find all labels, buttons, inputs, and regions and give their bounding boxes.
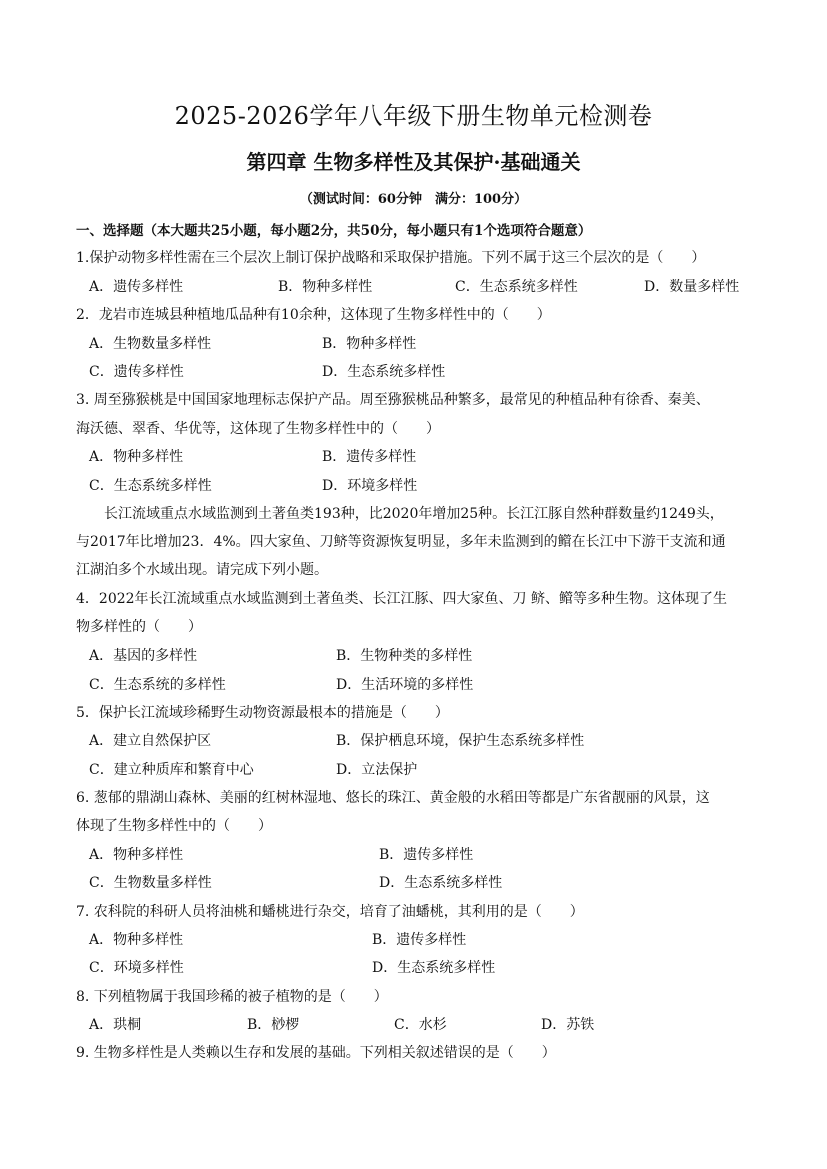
question-3-option-b: B．遗传多样性	[322, 449, 417, 465]
question-5-option-b: B．保护栖息环境，保护生态系统多样性	[336, 733, 585, 749]
question-4-option-d: D．生活环境的多样性	[336, 677, 474, 693]
question-4-stem-line-2: 物多样性的（ ）	[76, 619, 202, 635]
question-1-option-d: D．数量多样性	[644, 279, 740, 295]
question-2-option-a: A．生物数量多样性	[89, 336, 212, 352]
exam-info: （测试时间：60分钟 满分：100分）	[299, 192, 528, 207]
question-6-option-a: A．物种多样性	[89, 847, 184, 863]
question-2-stem: 2．龙岩市连城县种植地瓜品种有10余种，这体现了生物多样性中的（ ）	[76, 307, 551, 323]
question-7-option-d: D．生态系统多样性	[372, 960, 496, 976]
passage-line-2: 与2017年比增加23．4%。四大家鱼、刀鲚等资源恢复明显，多年未监测到的鳤在长江中下游干支流和通	[76, 534, 726, 550]
passage-line-1: 长江流域重点水域监测到土著鱼类193种，比2020年增加25种。长江江豚自然种群数量约1249头，	[104, 506, 724, 522]
question-8-option-d: D．苏铁	[541, 1017, 595, 1033]
question-3-stem-line-1: 3. 周至猕猴桃是中国国家地理标志保护产品。周至猕猴桃品种繁多，最常见的种植品种有徐香、秦美、	[76, 392, 710, 408]
question-5-stem: 5．保护长江流域珍稀野生动物资源最根本的措施是（ ）	[76, 705, 449, 721]
question-6-stem-line-1: 6. 葱郁的鼎湖山森林、美丽的红树林湿地、悠长的珠江、黄金般的水稻田等都是广东省靓丽的风景，这	[76, 790, 710, 806]
question-6-option-d: D．生态系统多样性	[379, 875, 503, 891]
question-8-option-b: B．桫椤	[247, 1017, 300, 1033]
question-2-option-d: D．生态系统多样性	[322, 364, 446, 380]
question-9-stem: 9. 生物多样性是人类赖以生存和发展的基础。下列相关叙述错误的是（ ）	[76, 1045, 556, 1061]
question-2-option-c: C．遗传多样性	[89, 364, 184, 380]
question-6-option-c: C．生物数量多样性	[89, 875, 212, 891]
question-3-option-c: C．生态系统多样性	[89, 478, 212, 494]
question-1-option-b: B．物种多样性	[278, 279, 373, 295]
exam-title: 2025-2026学年八年级下册生物单元检测卷	[174, 102, 653, 130]
question-1-option-c: C．生态系统多样性	[455, 279, 578, 295]
question-8-stem: 8. 下列植物属于我国珍稀的被子植物的是（ ）	[76, 989, 388, 1005]
question-1-option-a: A．遗传多样性	[89, 279, 184, 295]
question-5-option-a: A．建立自然保护区	[89, 733, 212, 749]
question-7-option-a: A．物种多样性	[89, 932, 184, 948]
question-4-option-c: C．生态系统的多样性	[89, 677, 226, 693]
passage-line-3: 江湖泊多个水域出现。请完成下列小题。	[76, 562, 328, 578]
question-7-stem: 7. 农科院的科研人员将油桃和蟠桃进行杂交，培育了油蟠桃，其利用的是（ ）	[76, 904, 584, 920]
question-8-option-a: A．珙桐	[89, 1017, 142, 1033]
question-1-stem: 1.保护动物多样性需在三个层次上制订保护战略和采取保护措施。下列不属于这三个层次的是（ ）	[76, 250, 706, 266]
question-3-stem-line-2: 海沃德、翠香、华优等，这体现了生物多样性中的（ ）	[76, 421, 440, 437]
question-3-option-d: D．环境多样性	[322, 478, 418, 494]
question-4-option-b: B．生物种类的多样性	[336, 648, 473, 664]
question-5-option-c: C．建立种质库和繁育中心	[89, 762, 254, 778]
question-6-option-b: B．遗传多样性	[379, 847, 474, 863]
question-3-option-a: A．物种多样性	[89, 449, 184, 465]
section-heading: 一、选择题（本大题共25小题，每小题2分，共50分，每小题只有1个选项符合题意）	[76, 223, 592, 239]
question-7-option-c: C．环境多样性	[89, 960, 184, 976]
question-6-stem-line-2: 体现了生物多样性中的（ ）	[76, 818, 272, 834]
question-5-option-d: D．立法保护	[336, 762, 418, 778]
question-7-option-b: B．遗传多样性	[372, 932, 467, 948]
chapter-subtitle: 第四章 生物多样性及其保护·基础通关	[246, 150, 581, 174]
question-2-option-b: B．物种多样性	[322, 336, 417, 352]
question-4-stem-line-1: 4．2022年长江流域重点水域监测到土著鱼类、长江江豚、四大家鱼、刀 鲚、鳤等多种生物。这体现了生	[76, 591, 727, 607]
question-8-option-c: C．水杉	[394, 1017, 447, 1033]
question-4-option-a: A．基因的多样性	[89, 648, 198, 664]
